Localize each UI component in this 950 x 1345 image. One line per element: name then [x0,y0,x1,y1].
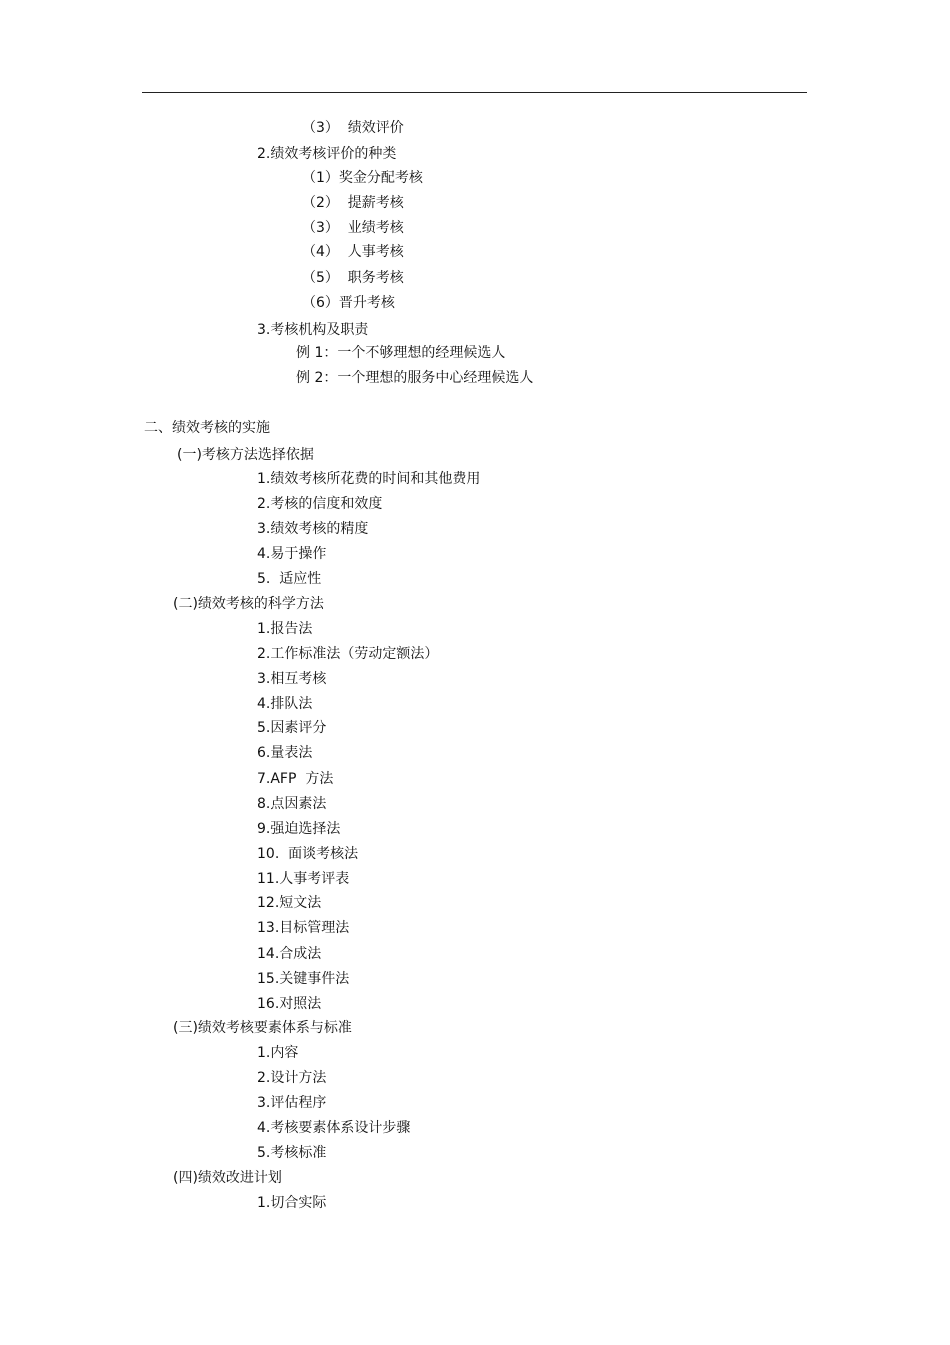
list-item: 15.关键事件法 [257,971,350,987]
outline-item: （3） 绩效评价 [302,120,404,136]
list-item: 16.对照法 [257,996,322,1012]
list-item: 4.排队法 [257,696,313,712]
list-item: 7.AFP 方法 [257,771,334,787]
list-item: 1.内容 [257,1045,299,1061]
list-item: 9.强迫选择法 [257,821,341,837]
subsection-title: (二)绩效考核的科学方法 [173,596,324,612]
outline-item: （3） 业绩考核 [302,220,404,236]
header-rule [142,92,807,93]
subsection-title: (一)考核方法选择依据 [177,447,314,463]
outline-heading: 3.考核机构及职责 [257,322,369,338]
outline-item: （5） 职务考核 [302,270,404,286]
example-item: 例 2：一个理想的服务中心经理候选人 [296,370,534,386]
list-item: 2.工作标准法（劳动定额法） [257,646,439,662]
list-item: 2.考核的信度和效度 [257,496,383,512]
section-title: 二、绩效考核的实施 [144,420,270,436]
list-item: 3.评估程序 [257,1095,327,1111]
list-item: 1.切合实际 [257,1195,327,1211]
list-item: 13.目标管理法 [257,920,350,936]
list-item: 4.考核要素体系设计步骤 [257,1120,411,1136]
list-item: 8.点因素法 [257,796,327,812]
outline-heading: 2.绩效考核评价的种类 [257,146,397,162]
list-item: 6.量表法 [257,745,313,761]
list-item: 10. 面谈考核法 [257,846,359,862]
list-item: 5.考核标准 [257,1145,327,1161]
list-item: 2.设计方法 [257,1070,327,1086]
list-item: 1.绩效考核所花费的时间和其他费用 [257,471,481,487]
subsection-title: (三)绩效考核要素体系与标准 [173,1020,352,1036]
outline-item: （1）奖金分配考核 [302,170,423,186]
outline-item: （4） 人事考核 [302,244,404,260]
example-item: 例 1：一个不够理想的经理候选人 [296,345,506,361]
list-item: 12.短文法 [257,895,322,911]
list-item: 5. 适应性 [257,571,322,587]
outline-item: （6）晋升考核 [302,295,395,311]
subsection-title: (四)绩效改进计划 [173,1170,282,1186]
list-item: 11.人事考评表 [257,871,350,887]
list-item: 3.相互考核 [257,671,327,687]
list-item: 5.因素评分 [257,720,327,736]
list-item: 1.报告法 [257,621,313,637]
list-item: 4.易于操作 [257,546,327,562]
outline-item: （2） 提薪考核 [302,195,404,211]
list-item: 3.绩效考核的精度 [257,521,369,537]
list-item: 14.合成法 [257,946,322,962]
